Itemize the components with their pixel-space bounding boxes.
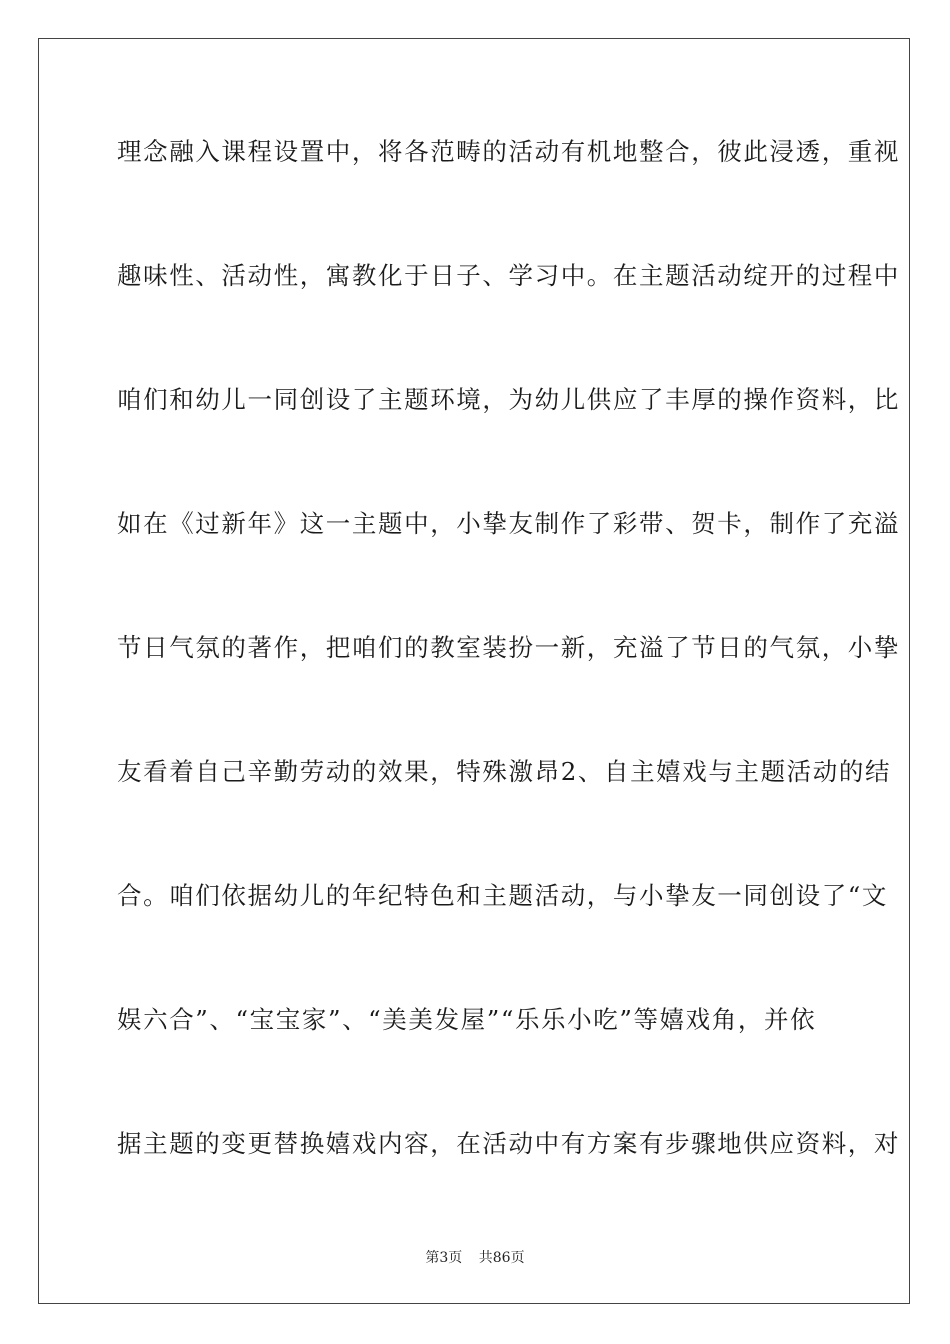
page-footer bbox=[0, 1247, 950, 1267]
paragraph-line: 如在《过新年》这一主题中，小挚友制作了彩带、贺卡，制作了充溢 bbox=[117, 509, 900, 538]
paragraph-line: 理念融入课程设置中，将各范畴的活动有机地整合，彼此浸透，重视 bbox=[117, 137, 900, 166]
document-body bbox=[117, 128, 900, 1244]
paragraph-line: 娱六合”、“宝宝家”、“美美发屋”“乐乐小吃”等嬉戏角，并依 bbox=[117, 1005, 817, 1034]
page-total: 共86页 bbox=[478, 1250, 525, 1266]
paragraph-line: 节日气氛的著作，把咱们的教室装扮一新，充溢了节日的气氛，小挚 bbox=[117, 633, 900, 662]
paragraph-line: 趣味性、活动性，寓教化于日子、学习中。在主题活动绽开的过程中 bbox=[117, 261, 900, 290]
paragraph-line: 咱们和幼儿一同创设了主题环境，为幼儿供应了丰厚的操作资料，比 bbox=[117, 385, 900, 414]
page-number: 第3页 bbox=[425, 1250, 463, 1266]
paragraph-line: 据主题的变更替换嬉戏内容，在活动中有方案有步骤地供应资料，对 bbox=[117, 1129, 900, 1158]
paragraph-line: 合。咱们依据幼儿的年纪特色和主题活动，与小挚友一同创设了“文 bbox=[117, 881, 889, 910]
paragraph-line: 友看着自己辛勤劳动的效果，特殊激昂2、自主嬉戏与主题活动的结 bbox=[117, 757, 892, 786]
